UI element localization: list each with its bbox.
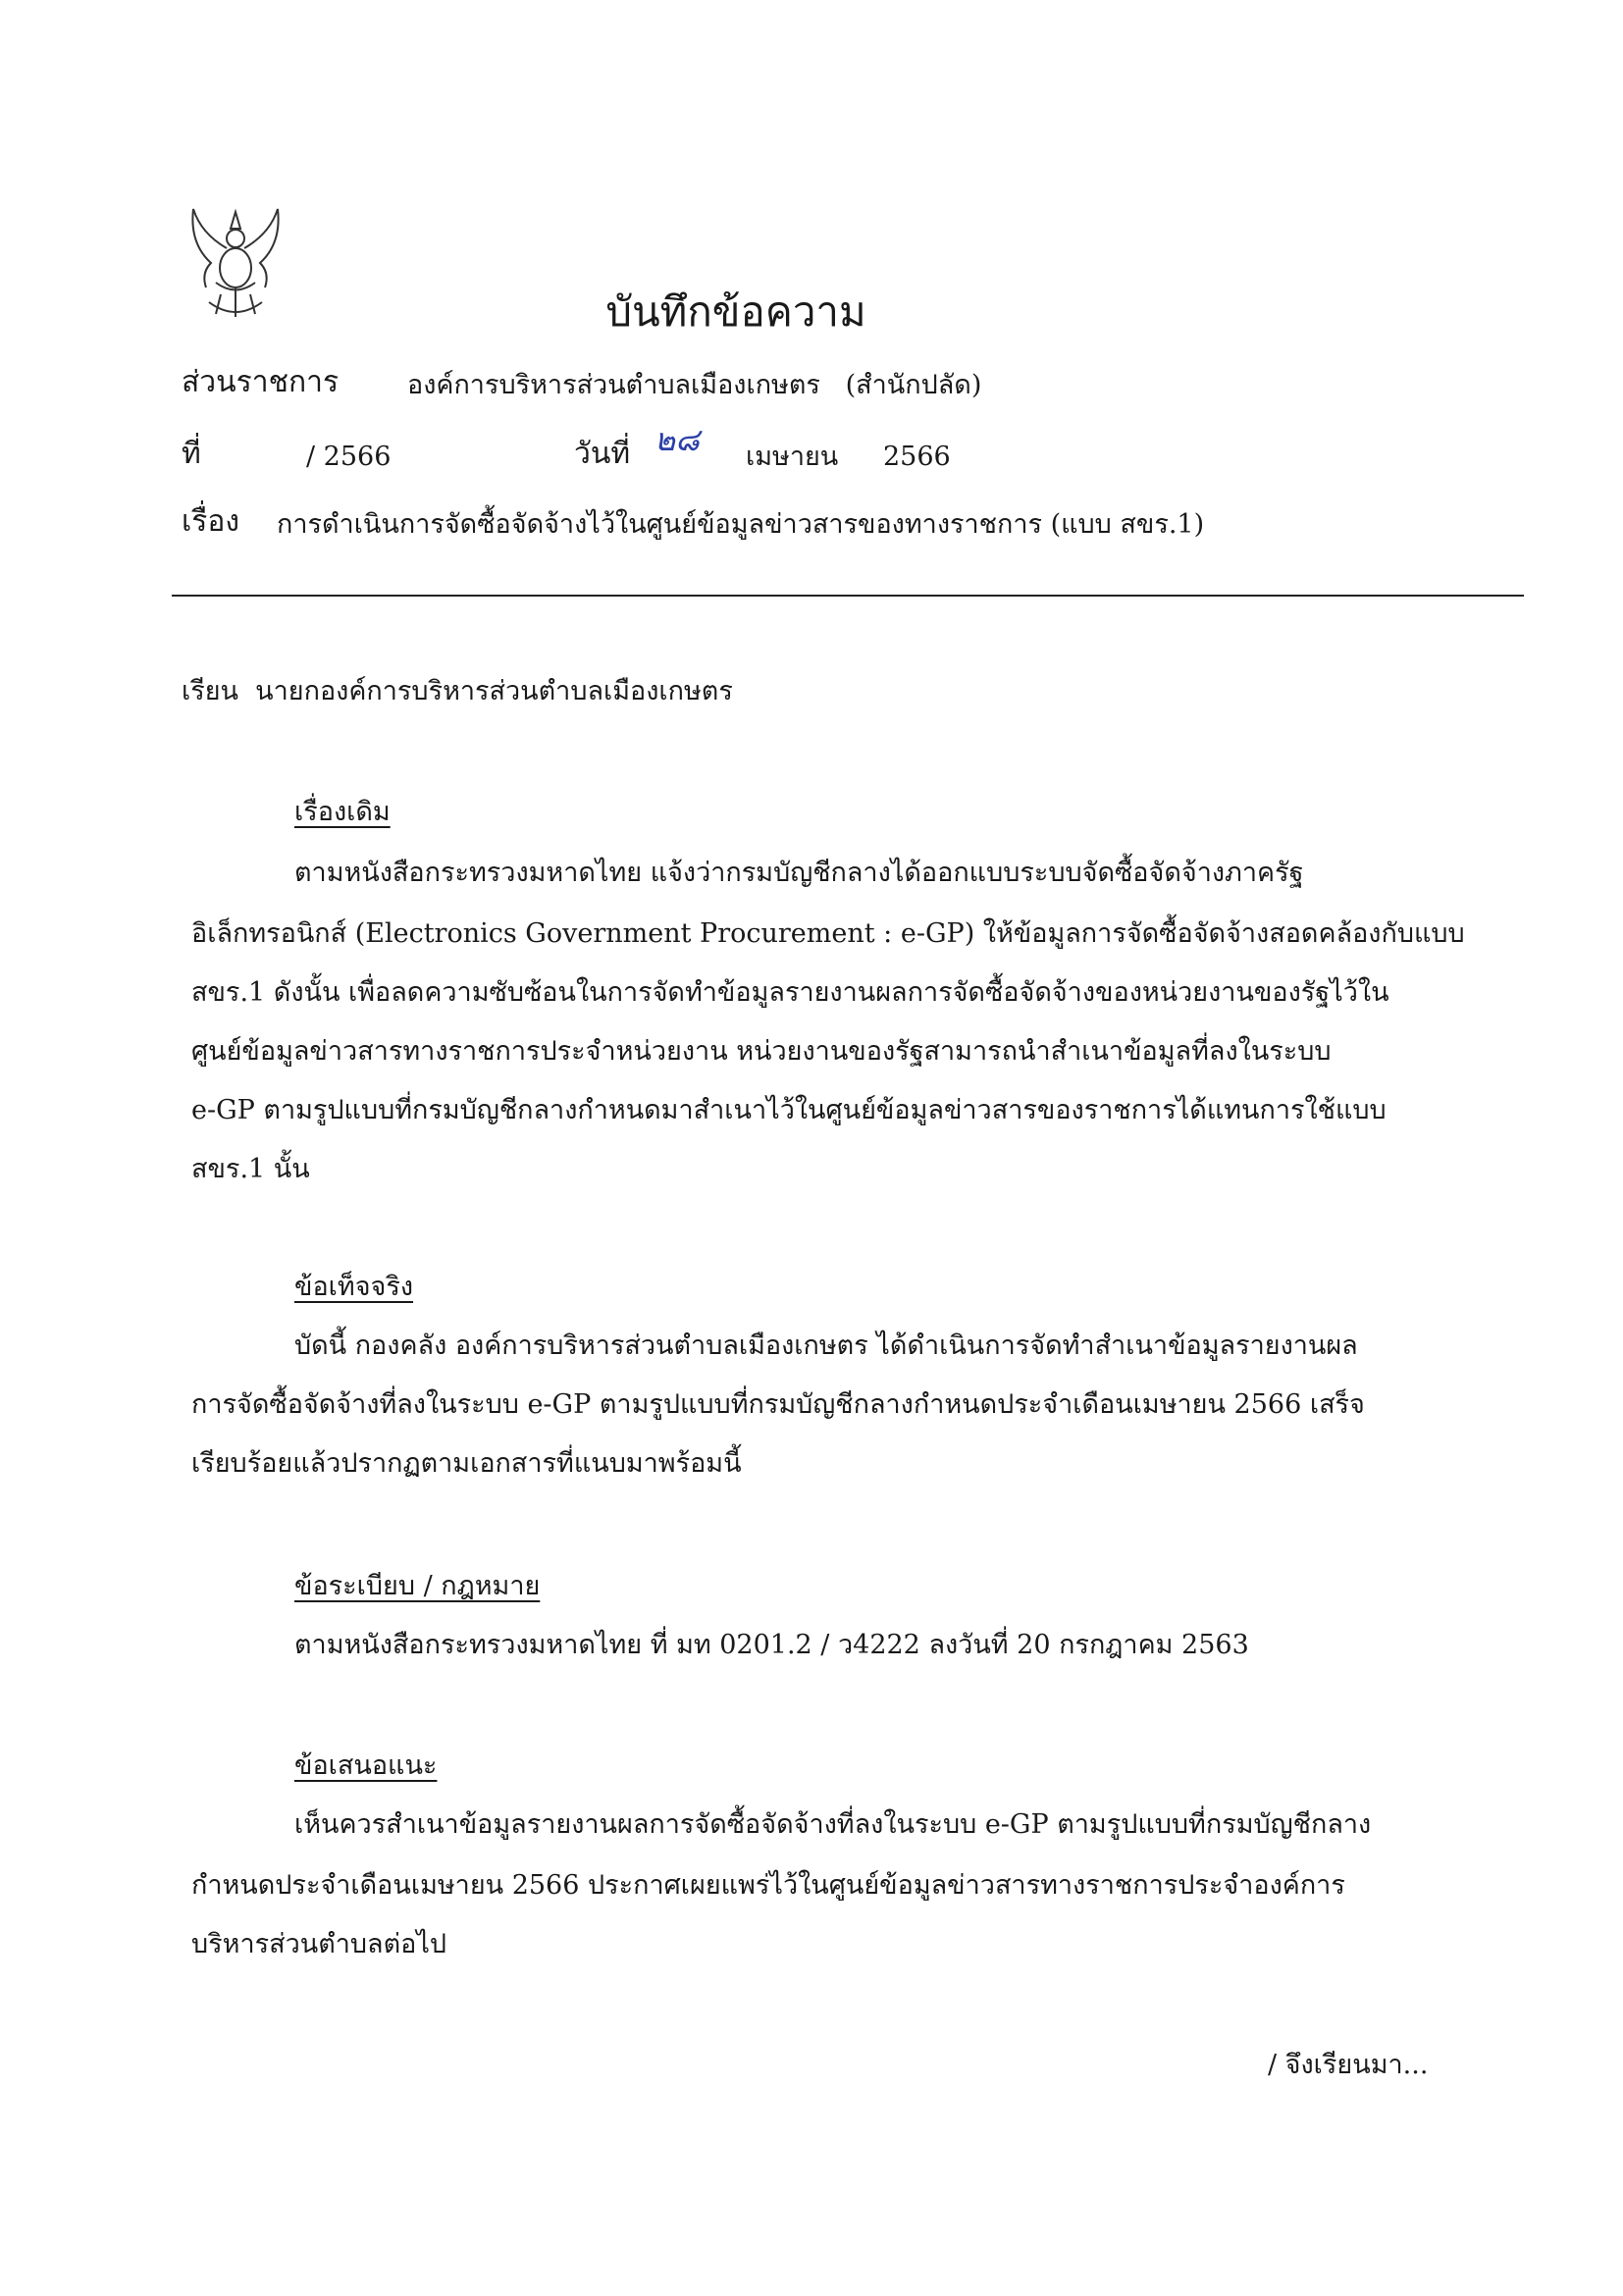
date-month: เมษายน	[746, 442, 839, 472]
body-line: อิเล็กทรอนิกส์ (Electronics Government Procurement : e-GP) ให้ข้อมูลการจัดซื้อจัดจ้างสอดคล้องกับแบบ	[191, 918, 1465, 949]
header-divider	[172, 595, 1524, 597]
date-year: 2566	[883, 442, 951, 472]
subject-label: เรื่อง	[182, 504, 240, 539]
subject-value: การดำเนินการจัดซื้อจัดจ้างไว้ในศูนย์ข้อมูลข่าวสารของทางราชการ (แบบ สขร.1)	[277, 509, 1205, 540]
agency-value: องค์การบริหารส่วนตำบลเมืองเกษตร (สำนักปลัด)	[407, 370, 982, 400]
continuation-note: / จึงเรียนมา...	[1268, 2050, 1429, 2080]
section-heading: ข้อเท็จจริง	[294, 1272, 414, 1302]
body-line: e-GP ตามรูปแบบที่กรมบัญชีกลางกำหนดมาสำเนาไว้ในศูนย์ข้อมูลข่าวสารของราชการได้แทนการใช้แบบ	[191, 1095, 1387, 1125]
date-label: วันที่	[574, 437, 631, 471]
body-line: ตามหนังสือกระทรวงมหาดไทย แจ้งว่ากรมบัญชีกลางได้ออกแบบระบบจัดซื้อจัดจ้างภาครัฐ	[294, 858, 1304, 888]
number-value: / 2566	[306, 442, 392, 472]
body-line: บัดนี้ กองคลัง องค์การบริหารส่วนตำบลเมืองเกษตร ได้ดำเนินการจัดทำสำเนาข้อมูลรายงานผล	[294, 1331, 1358, 1361]
body-line: บริหารส่วนตำบลต่อไป	[191, 1929, 447, 1959]
body-line: ศูนย์ข้อมูลข่าวสารทางราชการประจำหน่วยงาน หน่วยงานของรัฐสามารถนำสำเนาข้อมูลที่ลงในระบบ	[191, 1036, 1332, 1067]
body-line: การจัดซื้อจัดจ้างที่ลงในระบบ e-GP ตามรูปแบบที่กรมบัญชีกลางกำหนดประจำเดือนเมษายน 2566 เสร็จ	[191, 1389, 1365, 1420]
date-day-handwritten: ๒๘	[654, 421, 700, 458]
body-line: เรียบร้อยแล้วปรากฏตามเอกสารที่แนบมาพร้อมนี้	[191, 1448, 742, 1479]
body-line: สขร.1 ดังนั้น เพื่อลดความซับซ้อนในการจัดทำข้อมูลรายงานผลการจัดซื้อจัดจ้างของหน่วยงานของรัฐไว้ใน	[191, 977, 1389, 1008]
agency-label: ส่วนราชการ	[182, 365, 340, 399]
memo-title: บันทึกข้อความ	[605, 287, 866, 336]
section-heading: ข้อระเบียบ / กฎหมาย	[294, 1571, 541, 1601]
body-line: กำหนดประจำเดือนเมษายน 2566 ประกาศเผยแพร่ไว้ในศูนย์ข้อมูลข่าวสารทางราชการประจำองค์การ	[191, 1870, 1345, 1901]
section-heading: ข้อเสนอแนะ	[294, 1750, 438, 1781]
section-heading: เรื่องเดิม	[294, 797, 391, 827]
body-line: เห็นควรสำเนาข้อมูลรายงานผลการจัดซื้อจัดจ้างที่ลงในระบบ e-GP ตามรูปแบบที่กรมบัญชีกลาง	[294, 1809, 1372, 1840]
salutation: เรียน นายกองค์การบริหารส่วนตำบลเมืองเกษตร	[182, 676, 733, 706]
body-line: ตามหนังสือกระทรวงมหาดไทย ที่ มท 0201.2 / ว4222 ลงวันที่ 20 กรกฎาคม 2563	[294, 1630, 1249, 1660]
number-label: ที่	[182, 437, 201, 471]
body-line: สขร.1 นั้น	[191, 1154, 310, 1184]
